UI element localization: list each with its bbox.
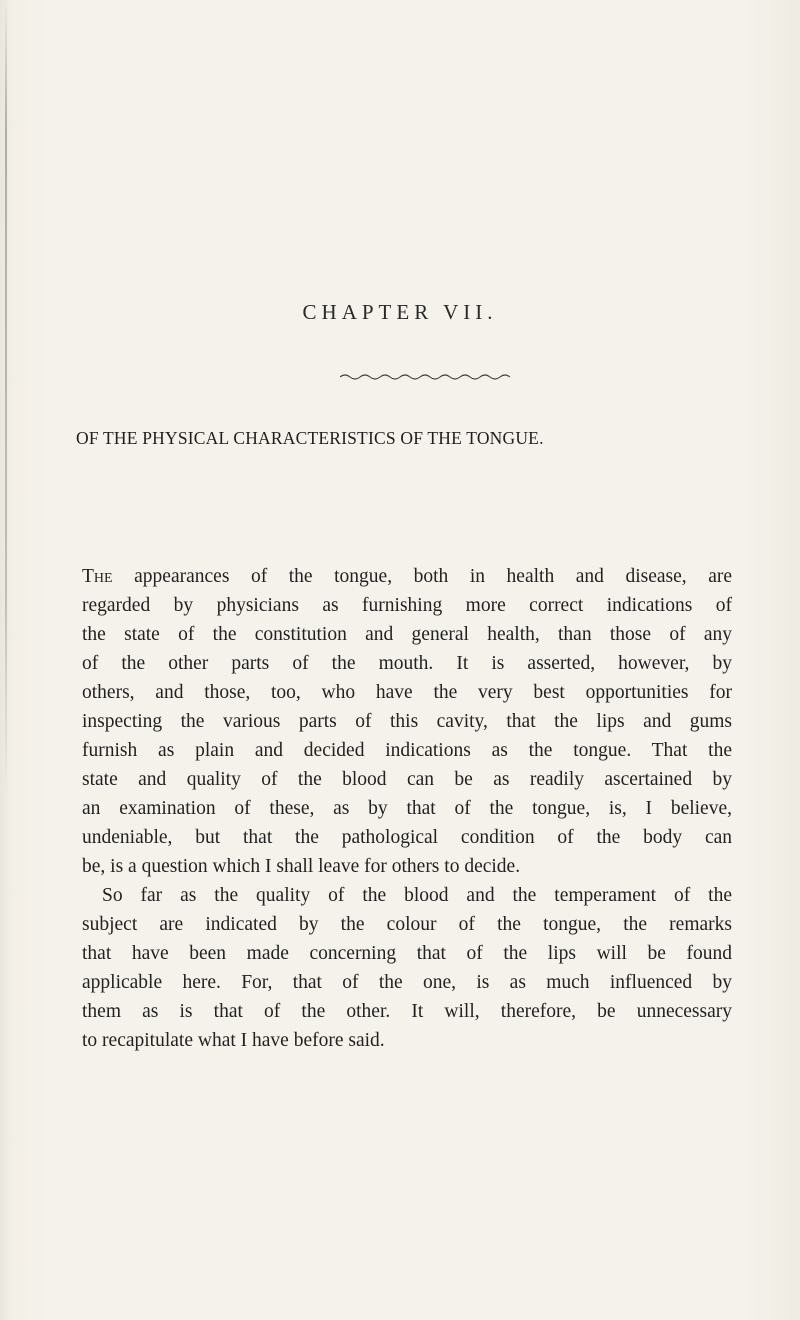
text-line: So far as the quality of the blood and the temperament of the [102,885,732,906]
text-line: to recapitulate what I have before said. [82,1030,385,1051]
text-line: others, and those, too, who have the very best opportunities for [82,682,732,703]
paragraph-1 [82,562,732,881]
text-line: of the other parts of the mouth. It is asserted, however, by [82,653,732,674]
text-line: be, is a question which I shall leave for others to decide. [82,856,521,877]
text-line: furnish as plain and decided indications as the tongue. That the [82,740,732,761]
lead-word: The [82,566,113,587]
paragraph-2 [82,881,732,910]
section-heading: OF THE PHYSICAL CHARACTERISTICS OF THE TONGUE. [76,428,544,448]
text-line: state and quality of the blood can be as readily ascertained by [82,769,732,790]
line-text: appearances of the tongue, both in health and disease, are [134,566,733,587]
chapter-title: CHAPTER VII. [302,300,498,324]
text-line: them as is that of the other. It will, therefore, be unnecessary [82,1001,732,1022]
decorative-rule-ornament [340,372,510,382]
body-text [82,562,732,1055]
text-line: that have been made concerning that of the lips will be found [82,943,732,964]
text-line: the state of the constitution and general health, than those of any [82,624,732,645]
text-line [82,562,732,591]
text-line: regarded by physicians as furnishing more correct indications of [82,595,732,616]
text-line: undeniable, but that the pathological condition of the body can [82,827,732,848]
text-line: an examination of these, as by that of the tongue, is, I believe, [82,798,732,819]
page-edge-shadow [5,0,7,1320]
text-line: inspecting the various parts of this cavity, that the lips and gums [82,711,732,732]
text-line: subject are indicated by the colour of the tongue, the remarks [82,914,732,935]
paragraph-2-continued [82,910,732,1055]
text-line: applicable here. For, that of the one, is as much influenced by [82,972,732,993]
